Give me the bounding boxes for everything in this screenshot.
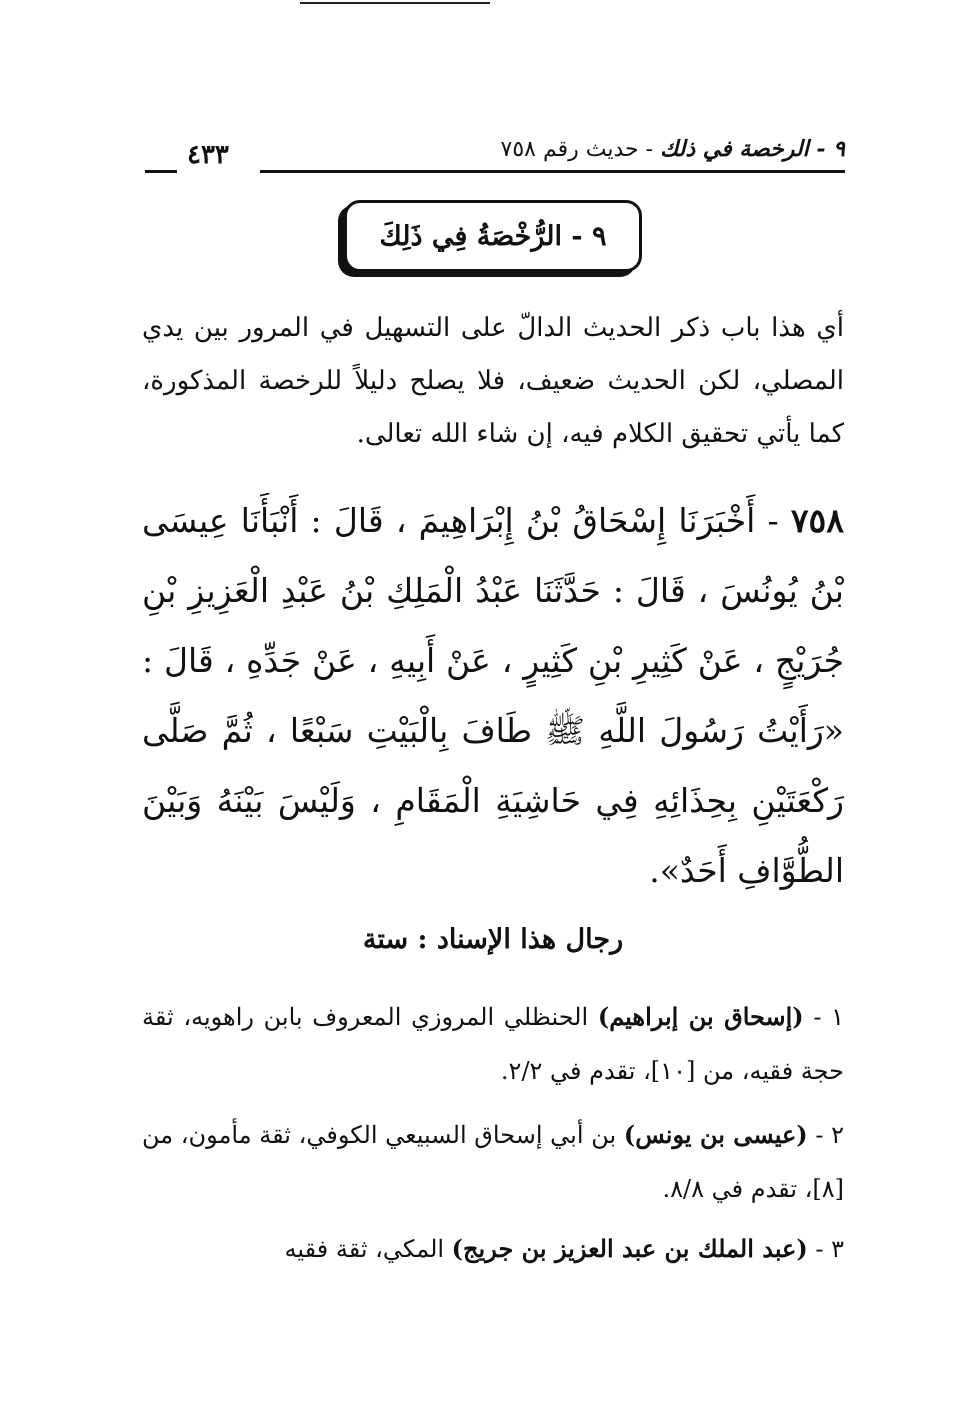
top-rule (300, 2, 490, 4)
running-header (145, 128, 845, 178)
hadith-body: - أَخْبَرَنَا إِسْحَاقُ بْنُ إِبْرَاهِيمَ ، قَالَ : أَنْبَأَنَا عِيسَى بْنُ يُونُسَ ، قَالَ : حَدَّثَنَا عَبْدُ الْمَلِكِ بْنُ عَبْدِ الْعَزِيزِ بْنِ جُرَيْجٍ ، عَنْ كَثِيرِ بْنِ كَثِيرٍ ، عَنْ أَبِيهِ ، عَنْ جَدِّهِ ، قَالَ : «رَأَيْتُ رَسُولَ اللَّهِ ﷺ طَافَ بِالْبَيْتِ سَبْعًا ، ثُمَّ صَلَّى رَكْعَتَيْنِ بِحِذَائِهِ فِي حَاشِيَةِ الْمَقَامِ ، وَلَيْسَ بَيْنَهُ وَبَيْنَ الطُّوَّافِ أَحَدٌ». (142, 501, 844, 890)
narrator-name: (عبد الملك بن عبد العزيز بن جريج) (451, 1234, 808, 1263)
narrator-description: بن أبي إسحاق السبيعي الكوفي، ثقة مأمون، من [٨]، تقدم في ٨/٨. (142, 1121, 844, 1203)
header-chapter-label: ٩ - الرخصة في ذلك (660, 136, 845, 162)
narrator-description: الحنظلي المروزي المعروف بابن راهويه، ثقة حجة فقيه، من [١٠]، تقدم في ٢/٢. (142, 1003, 844, 1085)
narrator-entry-3 (142, 1222, 844, 1276)
hadith-text (142, 486, 844, 906)
narrator-entry-1 (142, 990, 844, 1098)
narrator-entry-2 (142, 1108, 844, 1216)
hadith-number: ٧٥٨ (790, 501, 844, 540)
narrator-name: (إسحاق بن إبراهيم) (597, 1002, 804, 1031)
running-header-title (501, 136, 845, 162)
chapter-title: ٩ - الرُّخْصَةُ فِي ذَلِكَ (379, 220, 607, 252)
header-separator: - (638, 137, 661, 162)
chapter-title-box (344, 200, 642, 272)
header-hadith-ref: حديث رقم ٧٥٨ (500, 137, 639, 162)
header-rule-short (145, 170, 177, 173)
narrator-description: المكي، ثقة فقيه (284, 1235, 452, 1263)
narrator-prefix: ١ - (803, 1003, 844, 1031)
page-number: ٤٣٣ (187, 140, 229, 170)
intro-paragraph: أي هذا باب ذكر الحديث الدالّ على التسهيل في المرور بين يدي المصلي، لكن الحديث ضعيف، فلا يصلح دليلاً للرخصة المذكورة، كما يأتي تحقيق الكلام فيه، إن شاء الله تعالى. (142, 313, 845, 449)
header-rule-long (260, 170, 845, 173)
section-heading: رجال هذا الإسناد : ستة (362, 924, 624, 955)
narrator-prefix: ٣ - (807, 1235, 844, 1263)
narrator-name: (عيسى بن يونس) (623, 1120, 808, 1149)
narrator-prefix: ٢ - (807, 1121, 845, 1149)
